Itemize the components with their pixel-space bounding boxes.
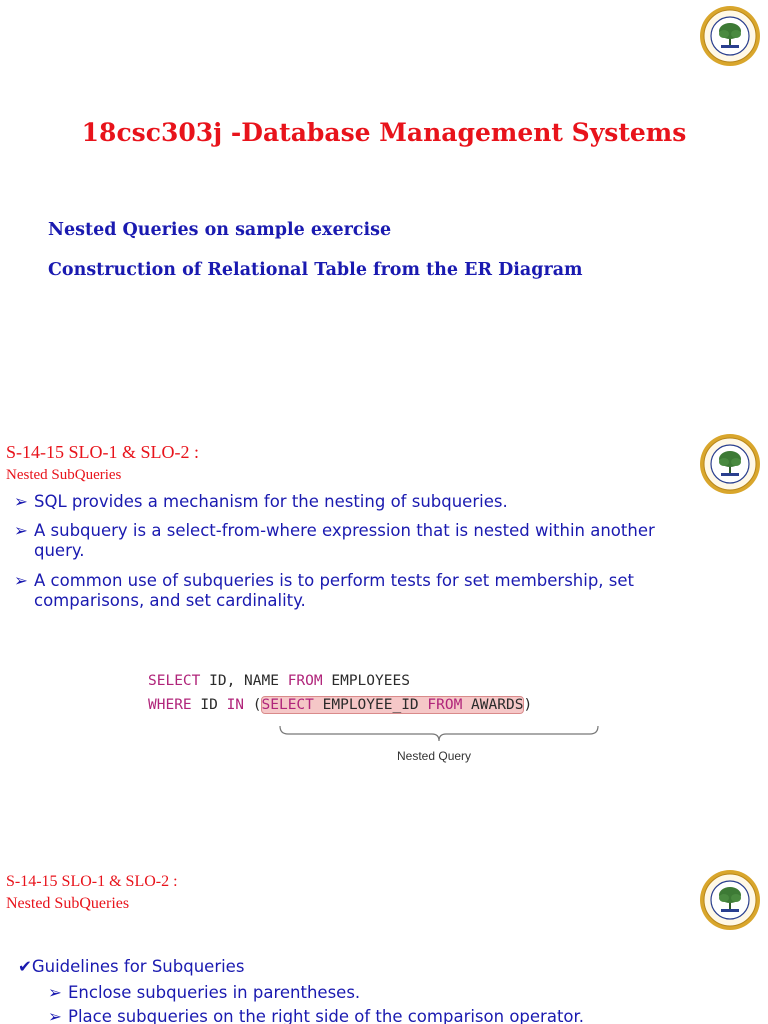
arrow-bullet-icon: ➢	[14, 492, 28, 511]
university-seal-icon	[699, 869, 761, 931]
arrow-bullet-icon: ➢	[48, 983, 62, 1002]
slide-header: S-14-15 SLO-1 & SLO-2 :	[6, 873, 178, 890]
arrow-bullet-icon: ➢	[14, 571, 28, 590]
slide-title	[0, 0, 768, 416]
sql-line-2: WHERE ID IN (SELECT EMPLOYEE_ID FROM AWARDS)	[148, 697, 533, 713]
bullet-item: ➢ Place subqueries on the right side of the comparison operator.	[48, 1007, 748, 1024]
guideline-heading: ✔Guidelines for Subqueries	[18, 957, 245, 976]
sql-line-1: SELECT ID, NAME FROM EMPLOYEES	[148, 673, 410, 689]
slide-subheader: Nested SubQueries	[6, 895, 130, 912]
bullet-item: ➢ Enclose subqueries in parentheses.	[48, 983, 361, 1002]
checkmark-icon: ✔	[18, 957, 32, 976]
slide-header: S-14-15 SLO-1 & SLO-2 :	[6, 442, 199, 462]
university-seal-icon	[699, 433, 761, 495]
nested-query-brace	[278, 724, 600, 744]
bullet-item: ➢ SQL provides a mechanism for the nesting of subqueries.	[14, 492, 508, 511]
subtitle-nested-queries: Nested Queries on sample exercise	[48, 220, 392, 240]
university-seal-icon	[699, 5, 761, 67]
slide-subheader: Nested SubQueries	[6, 467, 122, 483]
nested-query-label: Nested Query	[397, 749, 472, 763]
slide-guidelines	[0, 836, 768, 1024]
nested-query-highlight: SELECT EMPLOYEE_ID FROM AWARDS	[261, 697, 524, 713]
bullet-item: ➢ A subquery is a select-from-where expression that is nested within another query.	[14, 521, 655, 560]
course-title: 18csc303j -Database Management Systems	[81, 118, 687, 147]
subtitle-relational-table: Construction of Relational Table from the ER Diagram	[48, 260, 583, 280]
arrow-bullet-icon: ➢	[14, 521, 28, 540]
arrow-bullet-icon: ➢	[48, 1007, 62, 1024]
bullet-item: ➢ A common use of subqueries is to perform tests for set membership, set comparisons, and set cardinality.	[14, 571, 635, 610]
slide-nested-subqueries	[0, 416, 768, 836]
